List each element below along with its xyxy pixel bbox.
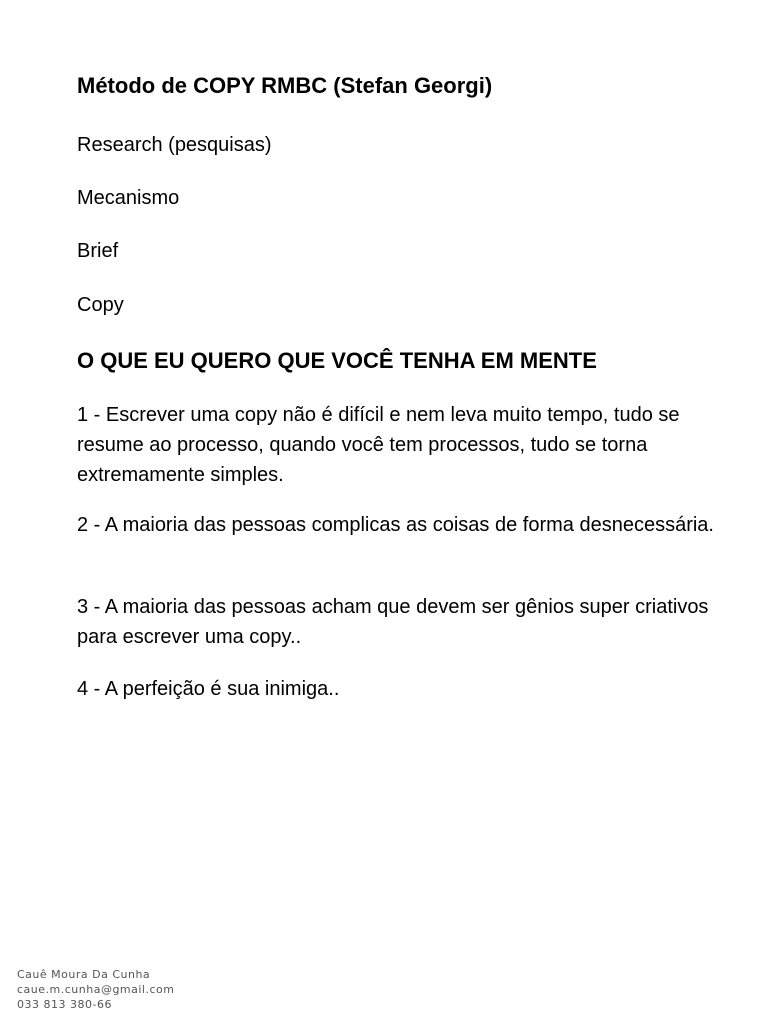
section-heading: O QUE EU QUERO QUE VOCÊ TENHA EM MENTE <box>77 348 597 373</box>
author-phone: 033 813 380-66 <box>17 998 112 1011</box>
step-research: Research (pesquisas) <box>77 134 272 156</box>
document-title: Método de COPY RMBC (Stefan Georgi) <box>77 73 493 98</box>
author-footer <box>17 967 174 1012</box>
point-1: 1 - Escrever uma copy não é difícil e nem leva muito tempo, tudo se resume ao processo, quando você tem processos, tudo se torna extremamente simples. <box>77 404 680 486</box>
step-mecanismo: Mecanismo <box>77 187 180 209</box>
point-4: 4 - A perfeição é sua inimiga.. <box>77 678 340 700</box>
point-3: 3 - A maioria das pessoas acham que devem ser gênios super criativos para escrever uma copy.. <box>77 596 709 648</box>
step-brief: Brief <box>77 240 119 262</box>
step-copy: Copy <box>77 294 124 316</box>
author-email: caue.m.cunha@gmail.com <box>17 983 175 996</box>
point-2: 2 - A maioria das pessoas complicas as coisas de forma desnecessária. <box>77 514 714 536</box>
author-name: Cauê Moura Da Cunha <box>17 968 151 981</box>
